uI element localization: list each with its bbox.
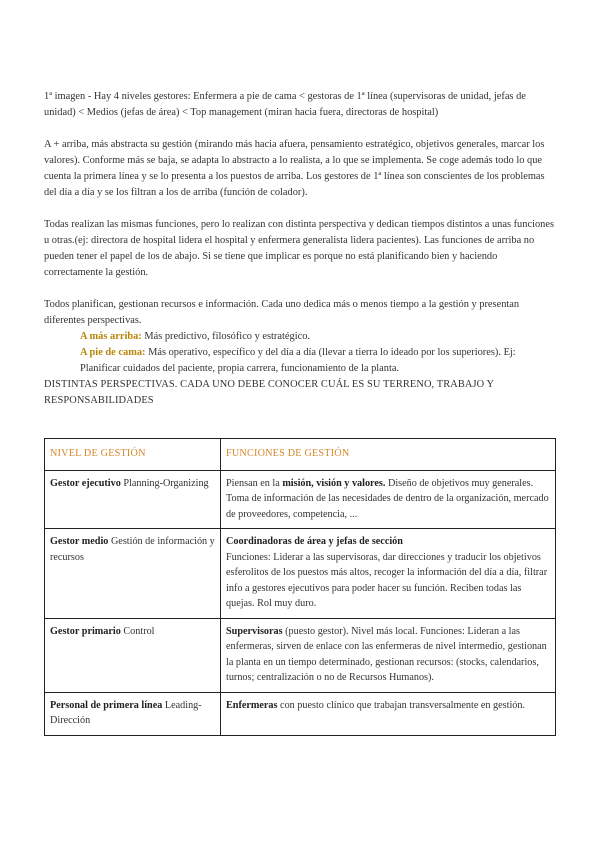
level-name: Gestor medio bbox=[50, 536, 109, 547]
functions-keyword: misión, visión y valores. bbox=[282, 477, 386, 489]
level-cell bbox=[45, 529, 221, 619]
level-cell bbox=[45, 618, 221, 692]
functions-text: Funciones: Liderar a las supervisoras, dar direcciones y traducir los objetivos esferolitos de los puestos más altos, recoger la información del día a día, filtrar info a gestores ejecutivos para poder hacer su función. Reciben todas las quejas. Rol muy duro. bbox=[226, 551, 548, 609]
paragraph-abstraction: A + arriba, más abstracta su gestión (mirando más hacia afuera, pensamiento estratégico, objetivos generales, marcar los valores). Conforme más se baja, se adapta lo abstracto a lo realista, a lo que se implementa. Se coge además todo lo que cuenta la primera línea y se lo presenta a los puestos de arriba. Los gestores de 1ª línea son conscientes de los problemas del día a día y se los filtran a los de arriba (función de colador). bbox=[44, 139, 545, 198]
functions-text: con puesto clínico que trabajan transversalmente en gestión. bbox=[277, 699, 526, 711]
perspective-top bbox=[44, 329, 556, 345]
level-cell bbox=[45, 470, 221, 529]
functions-keyword: Supervisoras bbox=[226, 625, 283, 637]
paragraph-intro: 1ª imagen - Hay 4 niveles gestores: Enfermera a pie de cama < gestoras de 1ª línea (supervisoras de unidad, jefas de unidad) < Medios (jefas de área) < Top management (miran hacia fuera, directoras de hospital) bbox=[44, 91, 526, 118]
functions-text-pre: Piensan en la bbox=[226, 477, 283, 489]
column-header-level: NIVEL DE GESTIÓN bbox=[45, 439, 221, 471]
table-row bbox=[45, 529, 556, 619]
level-description: Leading-Dirección bbox=[50, 699, 202, 726]
perspective-bedside-text: Más operativo, específico y del día a día (llevar a tierra lo ideado por los superiores). Ej: Planificar cuidados del paciente, propia carrera, funcionamiento de la planta. bbox=[80, 347, 516, 374]
management-levels-table bbox=[44, 438, 556, 736]
level-name: Personal de primera línea bbox=[50, 699, 163, 711]
level-name: Gestor ejecutivo bbox=[50, 477, 121, 489]
paragraph-planning: Todos planifican, gestionan recursos e información. Cada uno dedica más o menos tiempo a la gestión y presentan diferentes perspectivas. bbox=[44, 299, 520, 326]
level-description: Planning-Organizing bbox=[120, 477, 209, 489]
perspective-top-text: Más predictivo, filosófico y estratégico. bbox=[141, 331, 310, 342]
table-header-row bbox=[45, 439, 556, 471]
level-cell bbox=[45, 692, 221, 735]
functions-cell bbox=[221, 470, 556, 529]
functions-cell bbox=[221, 529, 556, 619]
level-description: Control bbox=[120, 625, 155, 637]
level-name: Gestor primario bbox=[50, 625, 121, 637]
notes-body bbox=[44, 89, 556, 409]
functions-cell bbox=[221, 692, 556, 735]
table-row bbox=[45, 692, 556, 735]
table-row bbox=[45, 470, 556, 529]
paragraph-functions: Todas realizan las mismas funciones, pero lo realizan con distinta perspectiva y dedican tiempos distintos a unas funciones u otras.(ej: directora de hospital lidera el hospital y enfermera generalista lidera pacientes). Las funciones de arriba no pueden tener el papel de los de abajo. Si se tiene que implicar es porque no está planificando bien y haciendo correctamente la gestión. bbox=[44, 219, 554, 278]
functions-text: Diseño de objetivos muy generales. Toma de información de las necesidades de dentro de la organización, mercado de proveedores, competencia, ... bbox=[226, 477, 549, 520]
perspective-bedside bbox=[44, 345, 556, 377]
perspective-top-label: A más arriba: bbox=[80, 331, 142, 342]
table-row bbox=[45, 618, 556, 692]
perspective-bedside-label: A pie de cama: bbox=[80, 347, 146, 358]
level-description: Gestión de información y recursos bbox=[50, 536, 215, 563]
column-header-functions: FUNCIONES DE GESTIÓN bbox=[221, 439, 556, 471]
functions-keyword: Enfermeras bbox=[226, 699, 278, 711]
functions-cell bbox=[221, 618, 556, 692]
functions-title: Coordinadoras de área y jefas de sección bbox=[226, 536, 403, 547]
functions-text: (puesto gestor). Nivel más local. Funciones: Lideran a las enfermeras, sirven de enlace con las enfermeras de nivel intermedio, gestionan la planta en un tiempo determinado, gestionan recursos: (stocks, calendarios, turnos; centralización o no de Recursos Humanos). bbox=[226, 625, 547, 683]
section-heading: DISTINTAS PERSPECTIVAS. CADA UNO DEBE CONOCER CUÁL ES SU TERRENO, TRABAJO Y RESPONSABILIDADES bbox=[44, 379, 494, 406]
